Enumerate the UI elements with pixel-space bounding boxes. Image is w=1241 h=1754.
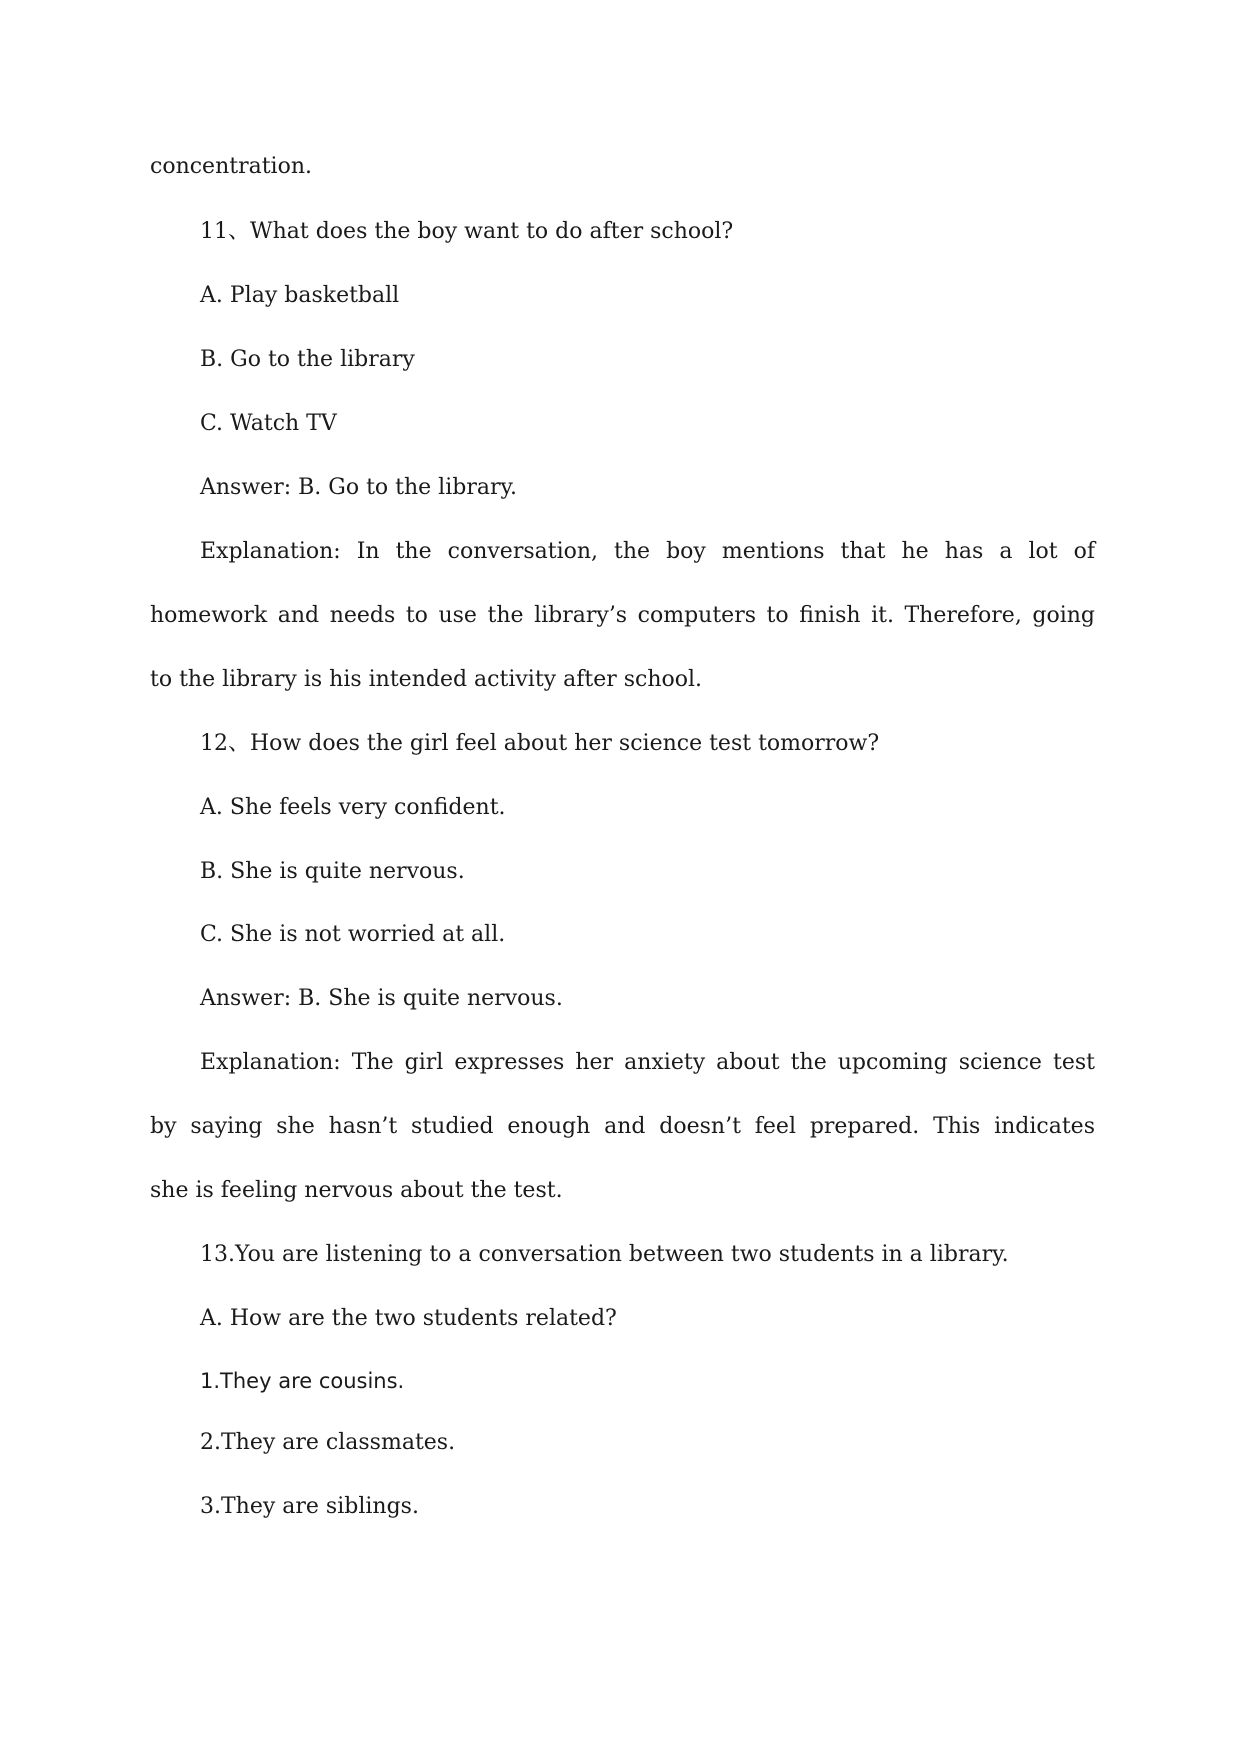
q11-answer: Answer: B. Go to the library. <box>200 475 517 500</box>
q11-explanation-line-3: to the library is his intended activity after school. <box>150 667 703 692</box>
question-11: 11、What does the boy want to do after school? <box>200 219 734 244</box>
q11-option-b: B. Go to the library <box>200 347 415 372</box>
q12-answer: Answer: B. She is quite nervous. <box>200 986 563 1011</box>
q12-option-c: C. She is not worried at all. <box>200 922 506 947</box>
q12-option-a: A. She feels very confident. <box>200 795 506 820</box>
q12-explanation-line-2: by saying she hasn’t studied enough and doesn’t feel prepared. This indicates <box>150 1114 1095 1139</box>
q12-explanation-line-3: she is feeling nervous about the test. <box>150 1178 563 1203</box>
q13-option-2: 2.They are classmates. <box>200 1430 456 1455</box>
q11-explanation-line-1: Explanation: In the conversation, the boy mentions that he has a lot of <box>200 539 1095 564</box>
q11-option-c: C. Watch TV <box>200 411 337 436</box>
q13-option-3: 3.They are siblings. <box>200 1494 419 1519</box>
q11-explanation-line-2: homework and needs to use the library’s computers to finish it. Therefore, going <box>150 603 1095 628</box>
q12-explanation-line-1: Explanation: The girl expresses her anxiety about the upcoming science test <box>200 1050 1095 1075</box>
continuation-text: concentration. <box>150 154 313 179</box>
q13-option-1: 1.They are cousins. <box>200 1369 405 1393</box>
question-13-intro: 13.You are listening to a conversation between two students in a library. <box>200 1242 1009 1267</box>
q11-option-a: A. Play basketball <box>200 283 400 308</box>
question-12: 12、How does the girl feel about her science test tomorrow? <box>200 731 880 756</box>
q13-sub-question-a: A. How are the two students related? <box>200 1306 617 1331</box>
q12-option-b: B. She is quite nervous. <box>200 859 465 884</box>
